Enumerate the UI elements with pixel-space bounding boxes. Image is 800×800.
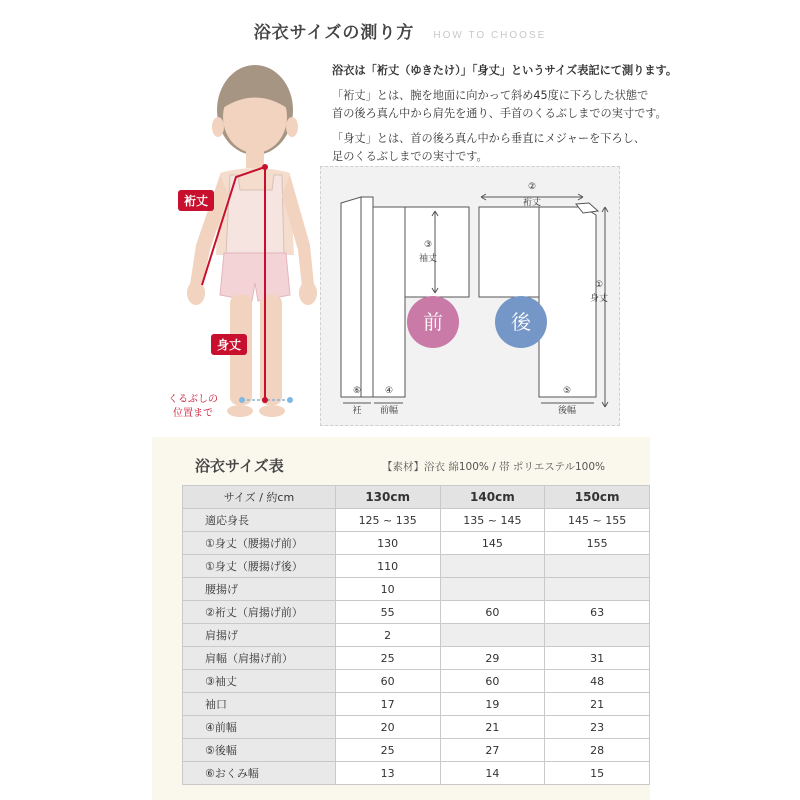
table-row	[183, 509, 650, 532]
ankle-note: くるぶしの 位置まで	[168, 394, 218, 419]
table-cell: 23	[545, 716, 650, 739]
header-cell: 130cm	[335, 486, 440, 509]
header-cell: 150cm	[545, 486, 650, 509]
table-cell: 21	[440, 716, 545, 739]
table-row	[183, 601, 650, 624]
sleeve-length-label: 裄丈	[178, 190, 214, 211]
table-row	[183, 693, 650, 716]
row-label: 肩揚げ	[183, 624, 336, 647]
table-cell: 145	[440, 532, 545, 555]
marker-1-text: 身丈	[589, 294, 609, 304]
table-cell	[440, 624, 545, 647]
page-header	[0, 18, 800, 43]
row-label: ④前幅	[183, 716, 336, 739]
table-row	[183, 739, 650, 762]
row-label: ⑤後幅	[183, 739, 336, 762]
body-length-label: 身丈	[211, 334, 247, 355]
row-label: ②裄丈（肩揚げ前）	[183, 601, 336, 624]
yukata-pattern-icon	[321, 167, 621, 427]
table-cell	[545, 555, 650, 578]
table-cell: 27	[440, 739, 545, 762]
table-cell: 60	[440, 601, 545, 624]
table-cell	[545, 624, 650, 647]
marker-2-text: 裄丈	[522, 198, 542, 208]
table-cell: 130	[335, 532, 440, 555]
table-cell: 31	[545, 647, 650, 670]
table-cell	[440, 555, 545, 578]
explanation-length: 「身丈」とは、首の後ろ真ん中から垂直にメジャーを下ろし、 足のくるぶしまでの実寸です。	[332, 132, 646, 163]
table-row	[183, 578, 650, 601]
back-label: 後	[511, 310, 531, 334]
measurement-explanation	[332, 62, 772, 173]
child-figure-illustration	[160, 55, 330, 435]
header-cell: サイズ / 約cm	[183, 486, 336, 509]
marker-3-text: 袖丈	[418, 254, 438, 264]
size-table-section	[152, 437, 650, 800]
row-label: ①身丈（腰揚げ前）	[183, 532, 336, 555]
table-row	[183, 716, 650, 739]
table-cell	[440, 578, 545, 601]
explanation-lead: 浴衣は「裄丈（ゆきたけ）」「身丈」というサイズ表記にて測ります。	[332, 64, 678, 77]
table-cell: 17	[335, 693, 440, 716]
page-subtitle: HOW TO CHOOSE	[433, 30, 547, 41]
table-cell: 2	[335, 624, 440, 647]
table-cell: 63	[545, 601, 650, 624]
row-label: 袖口	[183, 693, 336, 716]
table-cell: 60	[335, 670, 440, 693]
marker-5-text: 後幅	[557, 406, 577, 416]
table-cell: 28	[545, 739, 650, 762]
table-row	[183, 532, 650, 555]
yukata-diagram	[320, 166, 620, 426]
row-label: ③袖丈	[183, 670, 336, 693]
marker-6-text: 衽	[352, 406, 362, 416]
table-cell	[545, 578, 650, 601]
page-title: 浴衣サイズの測り方	[253, 23, 415, 43]
table-cell: 25	[335, 739, 440, 762]
marker-4-text: 前幅	[379, 406, 399, 416]
table-cell: 125 ~ 135	[335, 509, 440, 532]
table-cell: 155	[545, 532, 650, 555]
table-row	[183, 647, 650, 670]
row-label: ①身丈（腰揚げ後）	[183, 555, 336, 578]
table-cell: 13	[335, 762, 440, 785]
front-label: 前	[423, 310, 443, 334]
header-cell: 140cm	[440, 486, 545, 509]
row-label: 腰揚げ	[183, 578, 336, 601]
marker-3: ③	[423, 240, 433, 250]
size-table	[182, 485, 650, 785]
table-cell: 29	[440, 647, 545, 670]
marker-5: ⑤	[562, 386, 572, 396]
table-cell: 10	[335, 578, 440, 601]
marker-4: ④	[384, 386, 394, 396]
table-row	[183, 762, 650, 785]
marker-1: ①	[594, 280, 604, 290]
child-figure-icon	[160, 55, 330, 435]
size-table-title: 浴衣サイズ表	[195, 457, 284, 475]
table-cell: 14	[440, 762, 545, 785]
marker-2: ②	[527, 182, 537, 192]
table-cell: 60	[440, 670, 545, 693]
table-row	[183, 624, 650, 647]
explanation-sleeve: 「裄丈」とは、腕を地面に向かって斜め45度に下ろした状態で 首の後ろ真ん中から肩先を通り、手首のくるぶしまでの実寸です。	[332, 89, 667, 120]
row-label: 適応身長	[183, 509, 336, 532]
table-cell: 25	[335, 647, 440, 670]
table-cell: 20	[335, 716, 440, 739]
table-cell: 48	[545, 670, 650, 693]
table-row	[183, 670, 650, 693]
row-label: ⑥おくみ幅	[183, 762, 336, 785]
marker-6: ⑥	[352, 386, 362, 396]
material-note: 【素材】浴衣 綿100% / 帯 ポリエステル100%	[382, 461, 605, 473]
table-row	[183, 555, 650, 578]
table-cell: 15	[545, 762, 650, 785]
table-cell: 21	[545, 693, 650, 716]
table-cell: 55	[335, 601, 440, 624]
table-cell: 19	[440, 693, 545, 716]
table-cell: 145 ~ 155	[545, 509, 650, 532]
table-cell: 110	[335, 555, 440, 578]
table-header-row	[183, 486, 650, 509]
table-cell: 135 ~ 145	[440, 509, 545, 532]
row-label: 肩幅（肩揚げ前）	[183, 647, 336, 670]
